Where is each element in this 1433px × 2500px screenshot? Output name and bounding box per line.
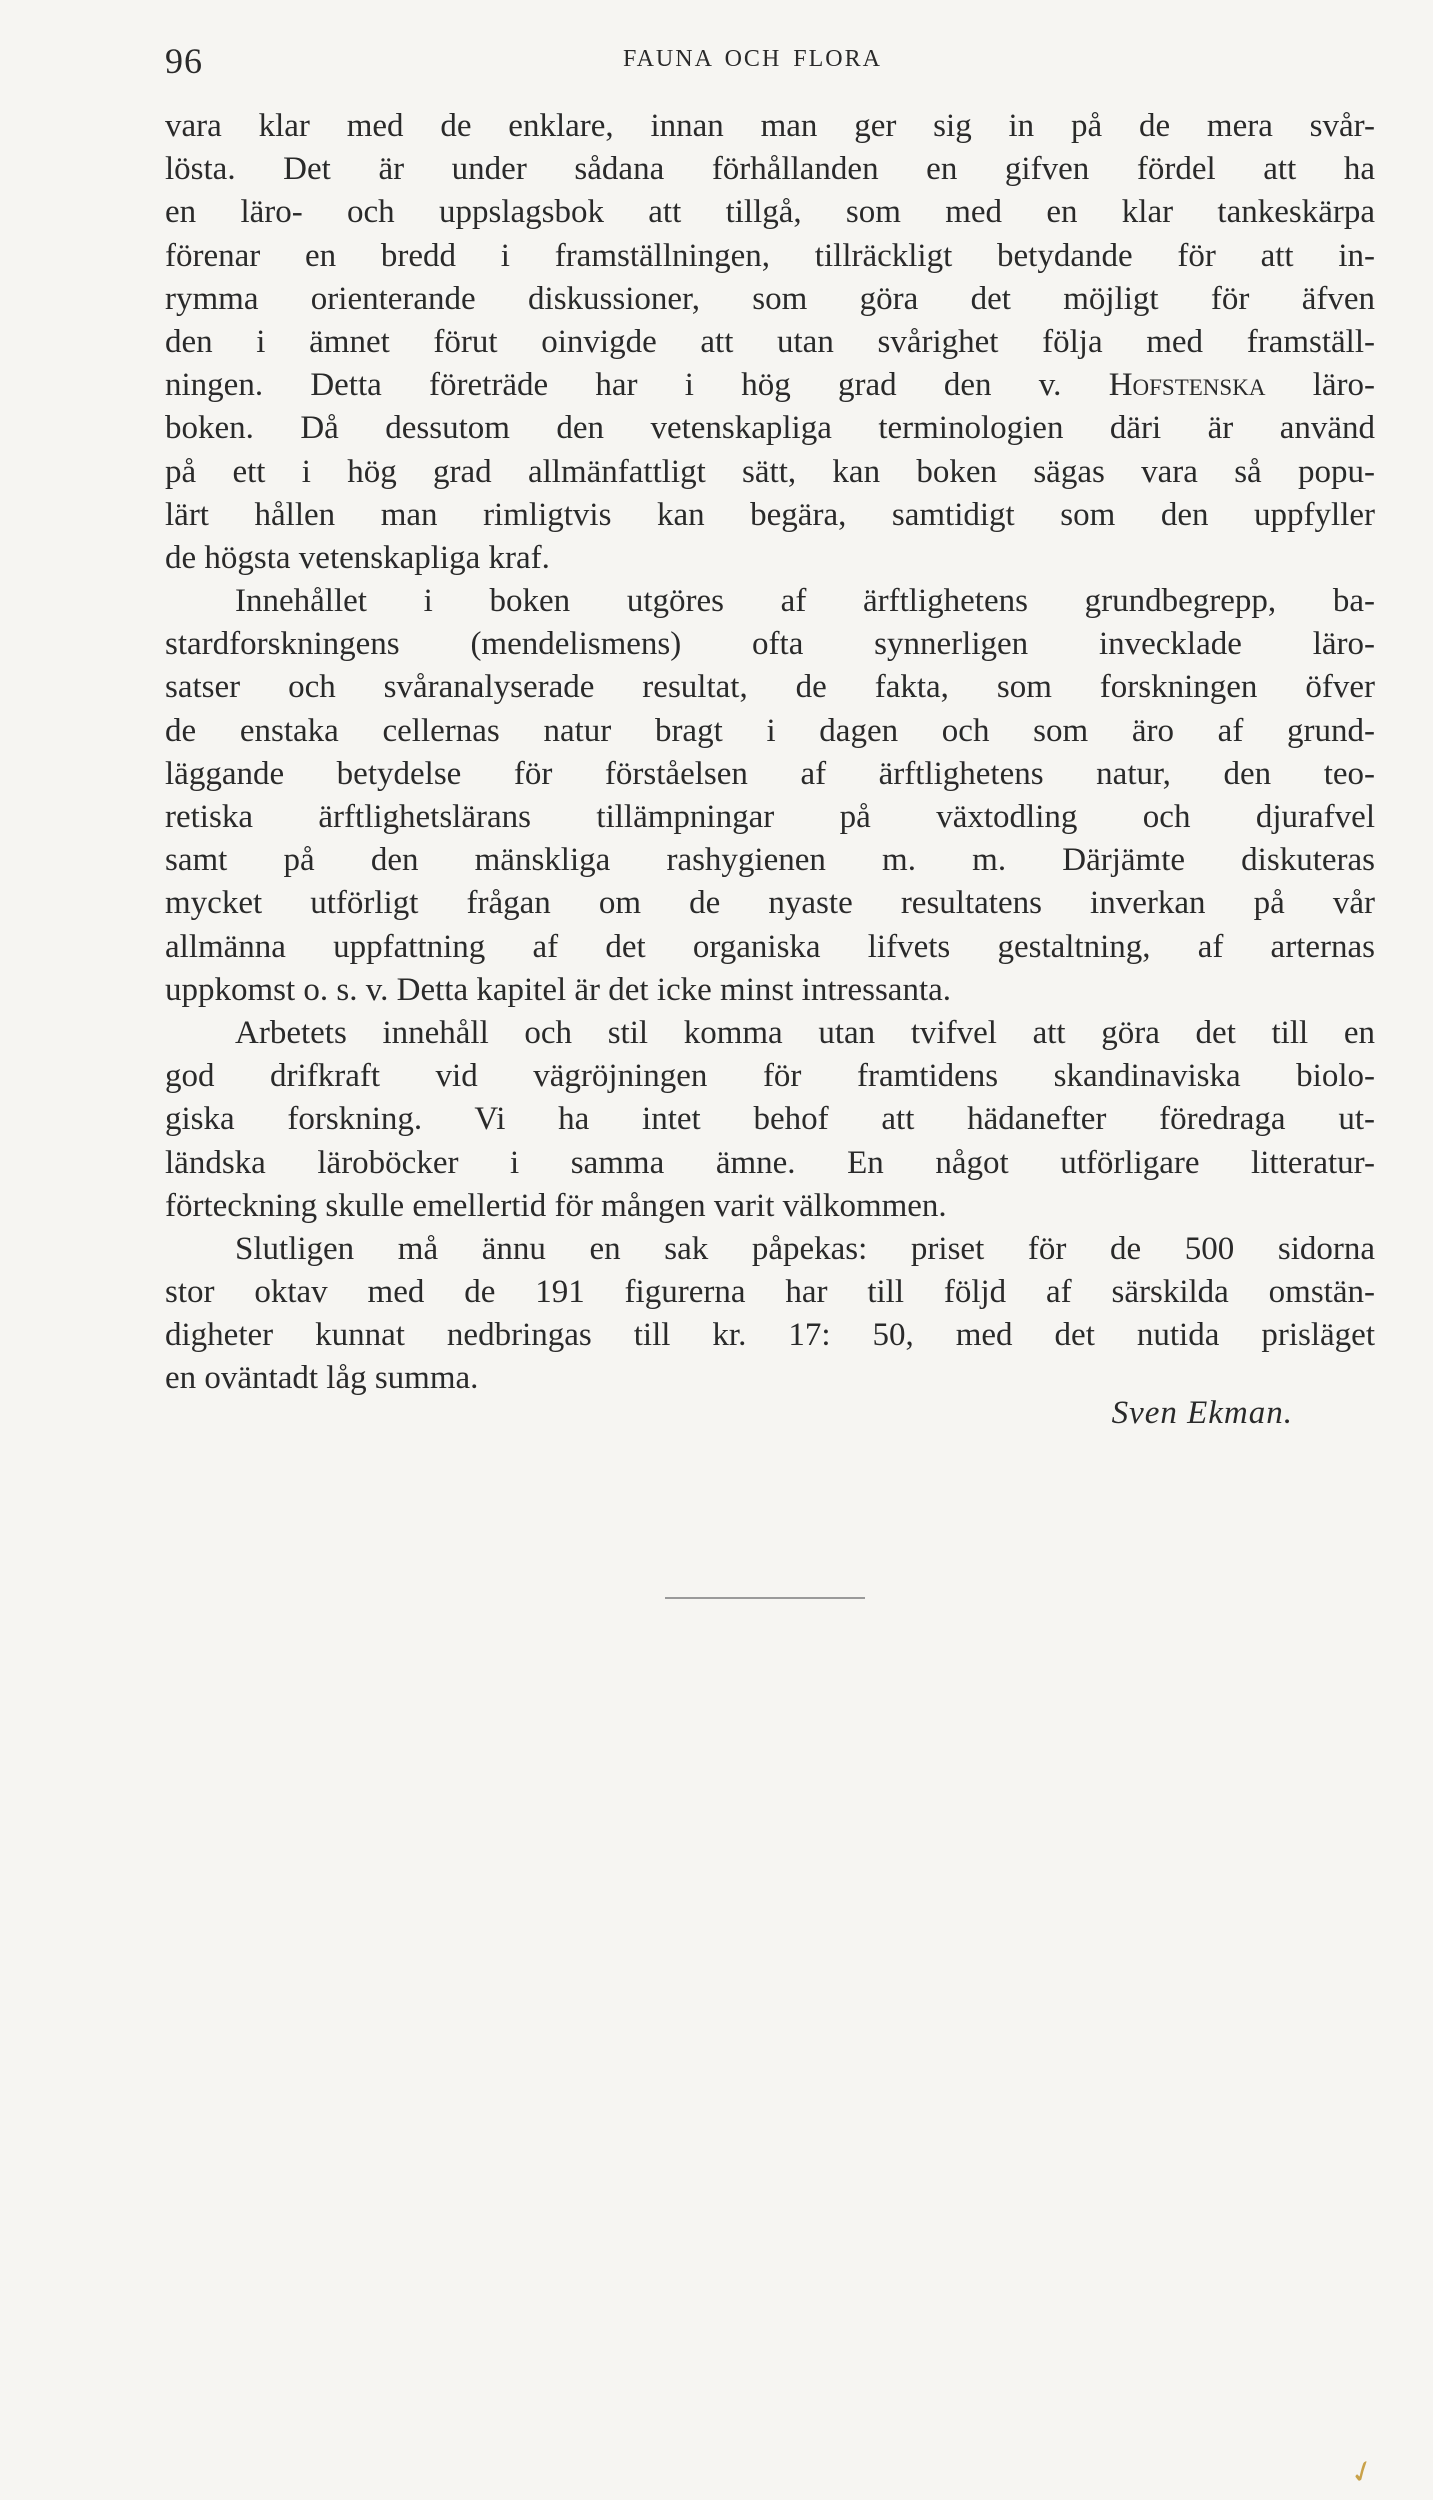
text-line: rymma orienterande diskussioner, som göra det möjligt för äfven	[165, 280, 1375, 317]
author-name-smallcaps: Hofstenska	[1108, 367, 1266, 404]
page-number: 96	[165, 41, 203, 81]
text-line: stor oktav med de 191 figurerna har till följd af särskilda omstän-	[165, 1274, 1375, 1311]
text-line: lärt hållen man rimligtvis kan begära, samtidigt som den uppfyller	[165, 496, 1375, 533]
text-line-with-author-name	[165, 364, 1375, 407]
text-line: lösta. Det är under sådana förhållanden en gifven fördel att ha	[165, 151, 1375, 188]
author-signature: Sven Ekman.	[1111, 1395, 1293, 1431]
text-line: allmänna uppfattning af det organiska lifvets gestaltning, af arternas	[165, 928, 1375, 965]
text-line: på ett i hög grad allmänfattligt sätt, kan boken sägas vara så popu-	[165, 453, 1375, 490]
text-line-start: ningen. Detta företräde har i hög grad den v.	[165, 367, 1109, 404]
text-line: retiska ärftlighetslärans tillämpningar på växtodling och djurafvel	[165, 799, 1375, 835]
ink-mark-icon: ✓	[1344, 2452, 1380, 2493]
paragraph-start: Innehållet i boken utgöres af ärftlighetens grundbegrepp, ba-	[235, 583, 1375, 620]
text-line: giska forskning. Vi ha intet behof att hädanefter föredraga ut-	[165, 1101, 1375, 1138]
text-line: boken. Då dessutom den vetenskapliga terminologien däri är använd	[165, 410, 1375, 447]
text-line: förteckning skulle emellertid för mången varit välkommen.	[165, 1187, 947, 1224]
running-title: FAUNA OCH FLORA	[623, 46, 882, 72]
page-header	[165, 40, 1340, 80]
body-text	[165, 105, 1375, 1401]
text-line: mycket utförligt frågan om de nyaste resultatens inverkan på vår	[165, 885, 1375, 922]
text-line: den i ämnet förut oinvigde att utan svårighet följa med framställ-	[165, 323, 1375, 360]
text-line: satser och svåranalyserade resultat, de fakta, som forskningen öfver	[165, 669, 1375, 706]
text-line: ländska läroböcker i samma ämne. En något utförligare litteratur-	[165, 1144, 1375, 1181]
text-line: digheter kunnat nedbringas till kr. 17: 50, med det nutida prisläget	[165, 1317, 1375, 1354]
text-line: god drifkraft vid vägröjningen för framtidens skandinaviska biolo-	[165, 1058, 1375, 1095]
text-line: förenar en bredd i framställningen, tillräckligt betydande för att in-	[165, 237, 1375, 274]
text-line: de enstaka cellernas natur bragt i dagen och som äro af grund-	[165, 712, 1375, 749]
text-line: en oväntadt låg summa.	[165, 1360, 479, 1397]
text-line: de högsta vetenskapliga kraf.	[165, 539, 550, 576]
section-divider	[665, 1597, 865, 1599]
text-line: vara klar med de enklare, innan man ger sig in på de mera svår-	[165, 108, 1375, 144]
text-line: stardforskningens (mendelismens) ofta synnerligen invecklade läro-	[165, 626, 1375, 663]
paragraph-start: Arbetets innehåll och stil komma utan tvifvel att göra det till en	[235, 1014, 1375, 1051]
text-line: samt på den mänskliga rashygienen m. m. Därjämte diskuteras	[165, 842, 1375, 879]
text-line: läggande betydelse för förståelsen af ärftlighetens natur, den teo-	[165, 755, 1375, 792]
text-line: uppkomst o. s. v. Detta kapitel är det icke minst intressanta.	[165, 971, 952, 1008]
text-line: en läro- och uppslagsbok att tillgå, som med en klar tankeskärpa	[165, 194, 1375, 231]
text-line-end: läro-	[1265, 367, 1375, 404]
paragraph-start: Slutligen må ännu en sak påpekas: priset för de 500 sidorna	[235, 1230, 1375, 1267]
